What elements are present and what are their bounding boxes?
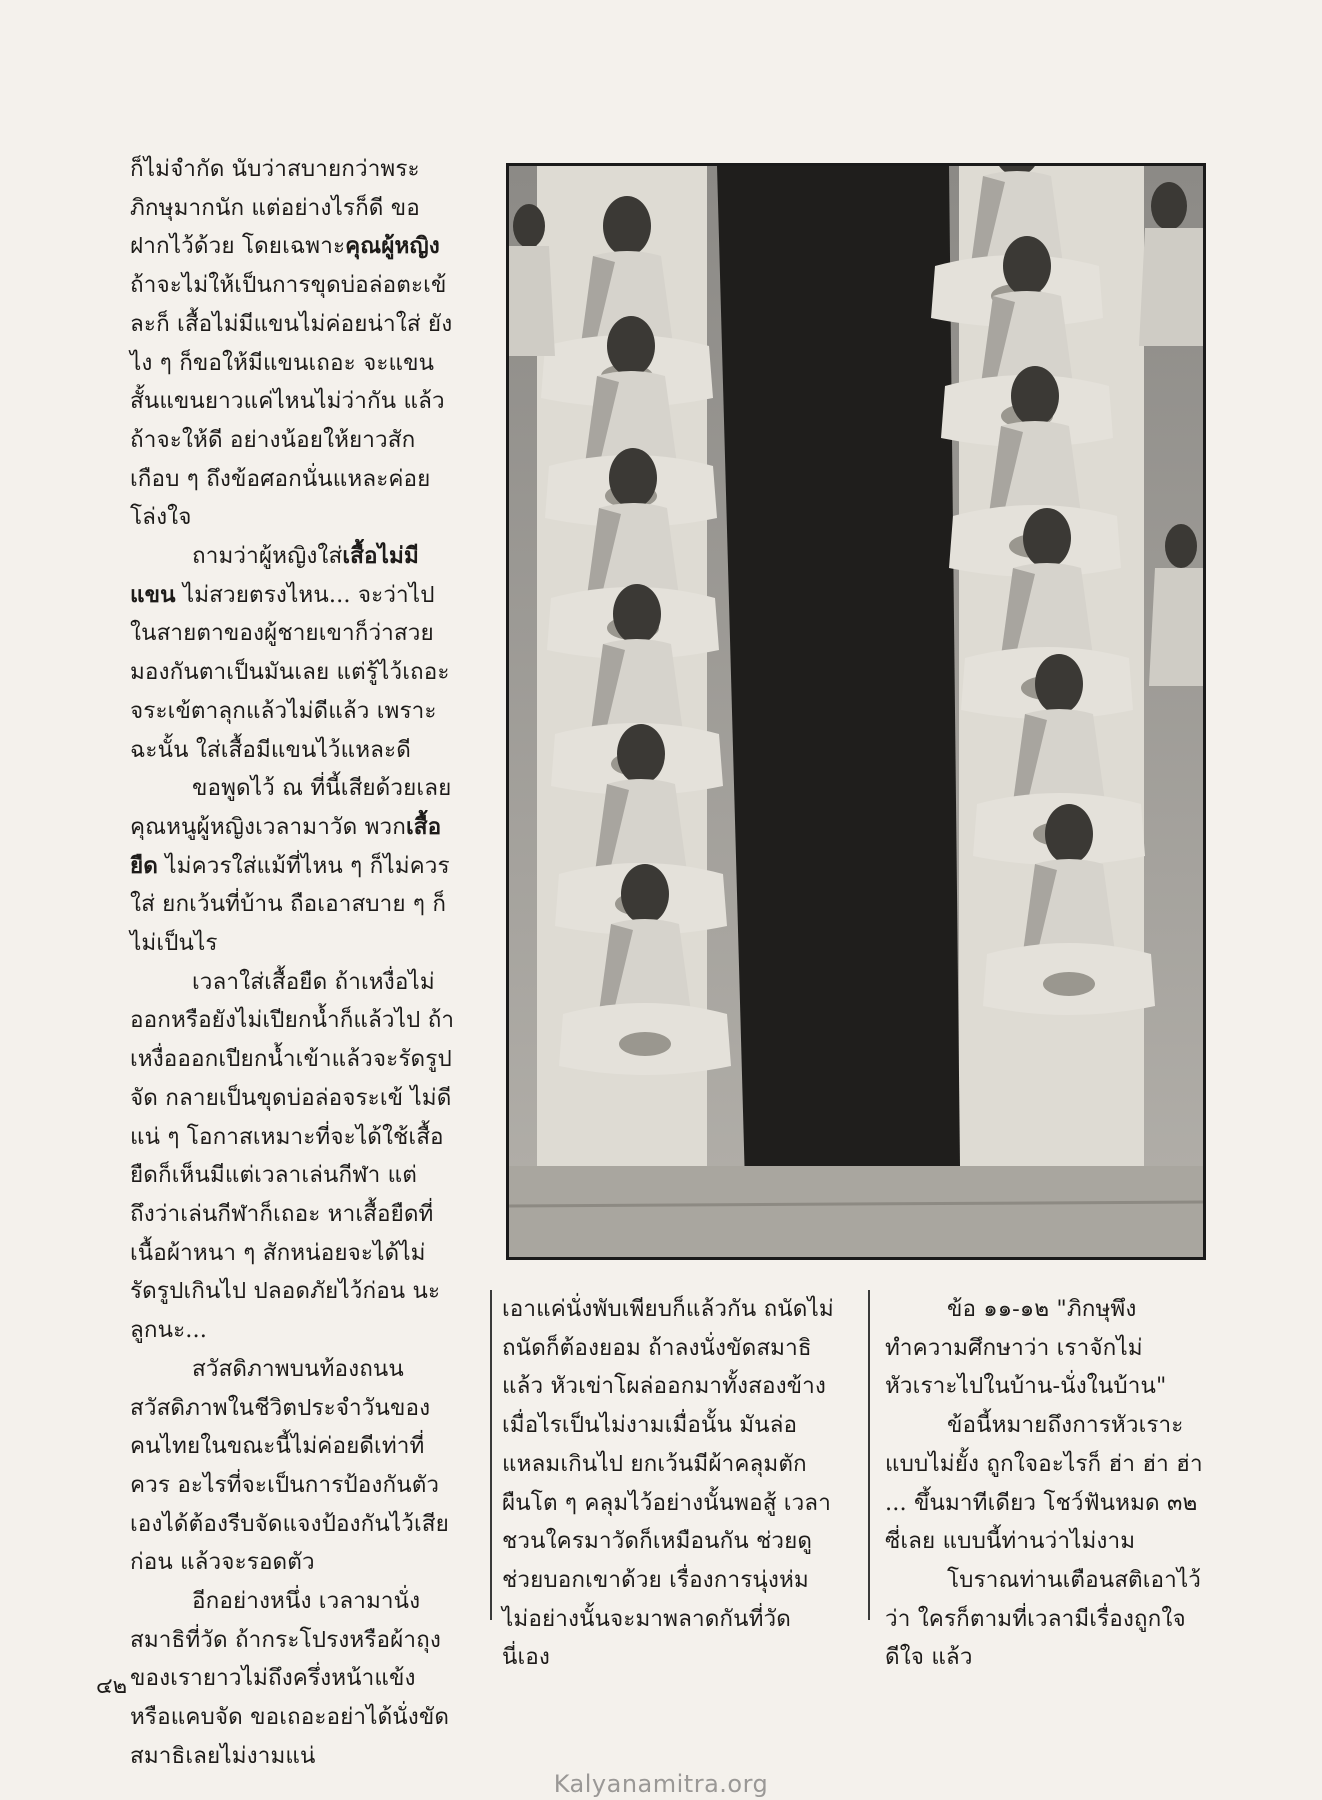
paragraph-text: ถามว่าผู้หญิงใส่ [192,543,343,570]
paragraph-text: ก็ไม่จำกัด นับว่าสบายกว่าพระภิกษุมากนัก แต่อย่างไรก็ดี ขอฝากไว้ด้วย [130,156,420,260]
paragraph-text: โดยเฉพาะ [241,233,346,260]
left-text-column [130,150,458,1776]
floor-tiles [509,1166,1203,1257]
paragraph-text: ไม่สวยตรงไหน... จะว่าไป ในสายตาของผู้ชายเขาก็ว่าสวย มองกันตาเป็นมันเลย แต่รู้ไว้เถอะจระเข้ตาลุกแล้วไม่ดีแล้ว เพราะฉะนั้น ใส่เสื้อมีแขนไว้แหละดี [130,581,450,763]
middle-text-column [502,1290,834,1677]
paragraph [130,150,458,537]
monks-meditation-photo [506,163,1206,1260]
paragraph: โบราณท่านเตือนสติเอาไว้ว่า ใครก็ตามที่เวลามีเรื่องถูกใจ ดีใจ แล้ว [885,1566,1202,1671]
paragraph: สวัสดิภาพบนท้องถนน สวัสดิภาพในชีวิตประจำวันของคนไทยในขณะนี้ไม่ค่อยดีเท่าที่ควร อะไรที่จะเป็นการป้องกันตัวเองได้ต้องรีบจัดแจงป้องกันไว้เสียก่อน แล้วจะรอดตัว [130,1355,449,1576]
paragraph: เวลาใส่เสื้อยืด ถ้าเหงื่อไม่ออกหรือยังไม่เปียกน้ำก็แล้วไป ถ้าเหงื่อออกเปียกน้ำเข้าแล้วจะรัดรูปจัด กลายเป็นขุดบ่อล่อจระเข้ ไม่ดีแน่ ๆ โอกาสเหมาะที่จะได้ใช้เสื้อยืดก็เห็นมีแต่เวลาเล่นกีฬา แต่ถึงว่าเล่นกีฬาก็เถอะ หาเสื้อยืดที่เนื้อผ้าหนา ๆ สักหน่อยจะได้ไม่รัดรูปเกินไป ปลอดภัยไว้ก่อน นะลูกนะ... [130,968,455,1344]
watermark: Kalyanamitra.org [553,1770,769,1798]
paragraph: ข้อนี้หมายถึงการหัวเราะแบบไม่ยั้ง ถูกใจอะไรก็ ฮ่า ฮ่า ฮ่า ... ขึ้นมาทีเดียว โชว์ฟันหมด ๓๒ ซี่เลย แบบนี้ท่านว่าไม่งาม [885,1412,1203,1555]
bold-phrase: คุณผู้หญิง [345,233,440,260]
column-divider [490,1290,492,1620]
paragraph [130,769,458,963]
photo-illustration [509,166,1203,1257]
right-text-column [885,1290,1215,1677]
paragraph [130,537,458,769]
bold-phrase: เสื้อไม่มีแขน [130,543,419,608]
paragraph: อีกอย่างหนึ่ง เวลามานั่งสมาธิที่วัด ถ้ากระโปรงหรือผ้าถุงของเรายาวไม่ถึงครึ่งหน้าแข้ง หรือแคบจัด ขอเถอะอย่าได้นั่งขัดสมาธิเลยไม่งามแน่ [130,1588,450,1769]
column-divider [868,1290,870,1620]
paragraph: ข้อ ๑๑-๑๒ "ภิกษุพึงทำความศึกษาว่า เราจักไม่หัวเราะไปในบ้าน-นั่งในบ้าน" [885,1296,1167,1400]
page-number: ๔๒ [96,1674,128,1699]
paragraph-text: ถ้าจะไม่ให้เป็นการขุดบ่อล่อตะเข้ละก็ เสื้อไม่มีแขนไม่ค่อยน่าใส่ ยังไง ๆ ก็ขอให้มีแขนเถอะ จะแขนสั้นแขนยาวแค่ไหนไม่ว่ากัน แล้วถ้าจะให้ดี อย่างน้อยให้ยาวสักเกือบ ๆ ถึงข้อศอกนั่นแหละค่อยโล่งใจ [130,272,453,531]
paragraph-text: ขอพูดไว้ ณ ที่นี้เสียด้วยเลย คุณหนูผู้หญิงเวลามาวัด พวก [130,775,452,840]
paragraph-text: ไม่ควรใส่แม้ที่ไหน ๆ ก็ไม่ควรใส่ ยกเว้นที่บ้าน ถือเอาสบาย ๆ ก็ไม่เป็นไร [130,852,450,957]
bold-phrase: เสื้อยืด [130,813,442,879]
dark-runner-carpet [717,166,961,1257]
paragraph: เอาแค่นั่งพับเพียบก็แล้วกัน ถนัดไม่ถนัดก็ต้องยอม ถ้าลงนั่งขัดสมาธิแล้ว หัวเข่าโผล่ออกมาทั้งสองข้างเมื่อไรเป็นไม่งามเมื่อนั้น มันล่อแหลมเกินไป ยกเว้นมีผ้าคลุมตักผืนโต ๆ คลุมไว้อย่างนั้นพอสู้ เวลาชวนใครมาวัดก็เหมือนกัน ช่วยดู ช่วยบอกเขาด้วย เรื่องการนุ่งห่ม ไม่อย่างนั้นจะมาพลาดกันที่วัดนี่เอง [502,1296,834,1671]
